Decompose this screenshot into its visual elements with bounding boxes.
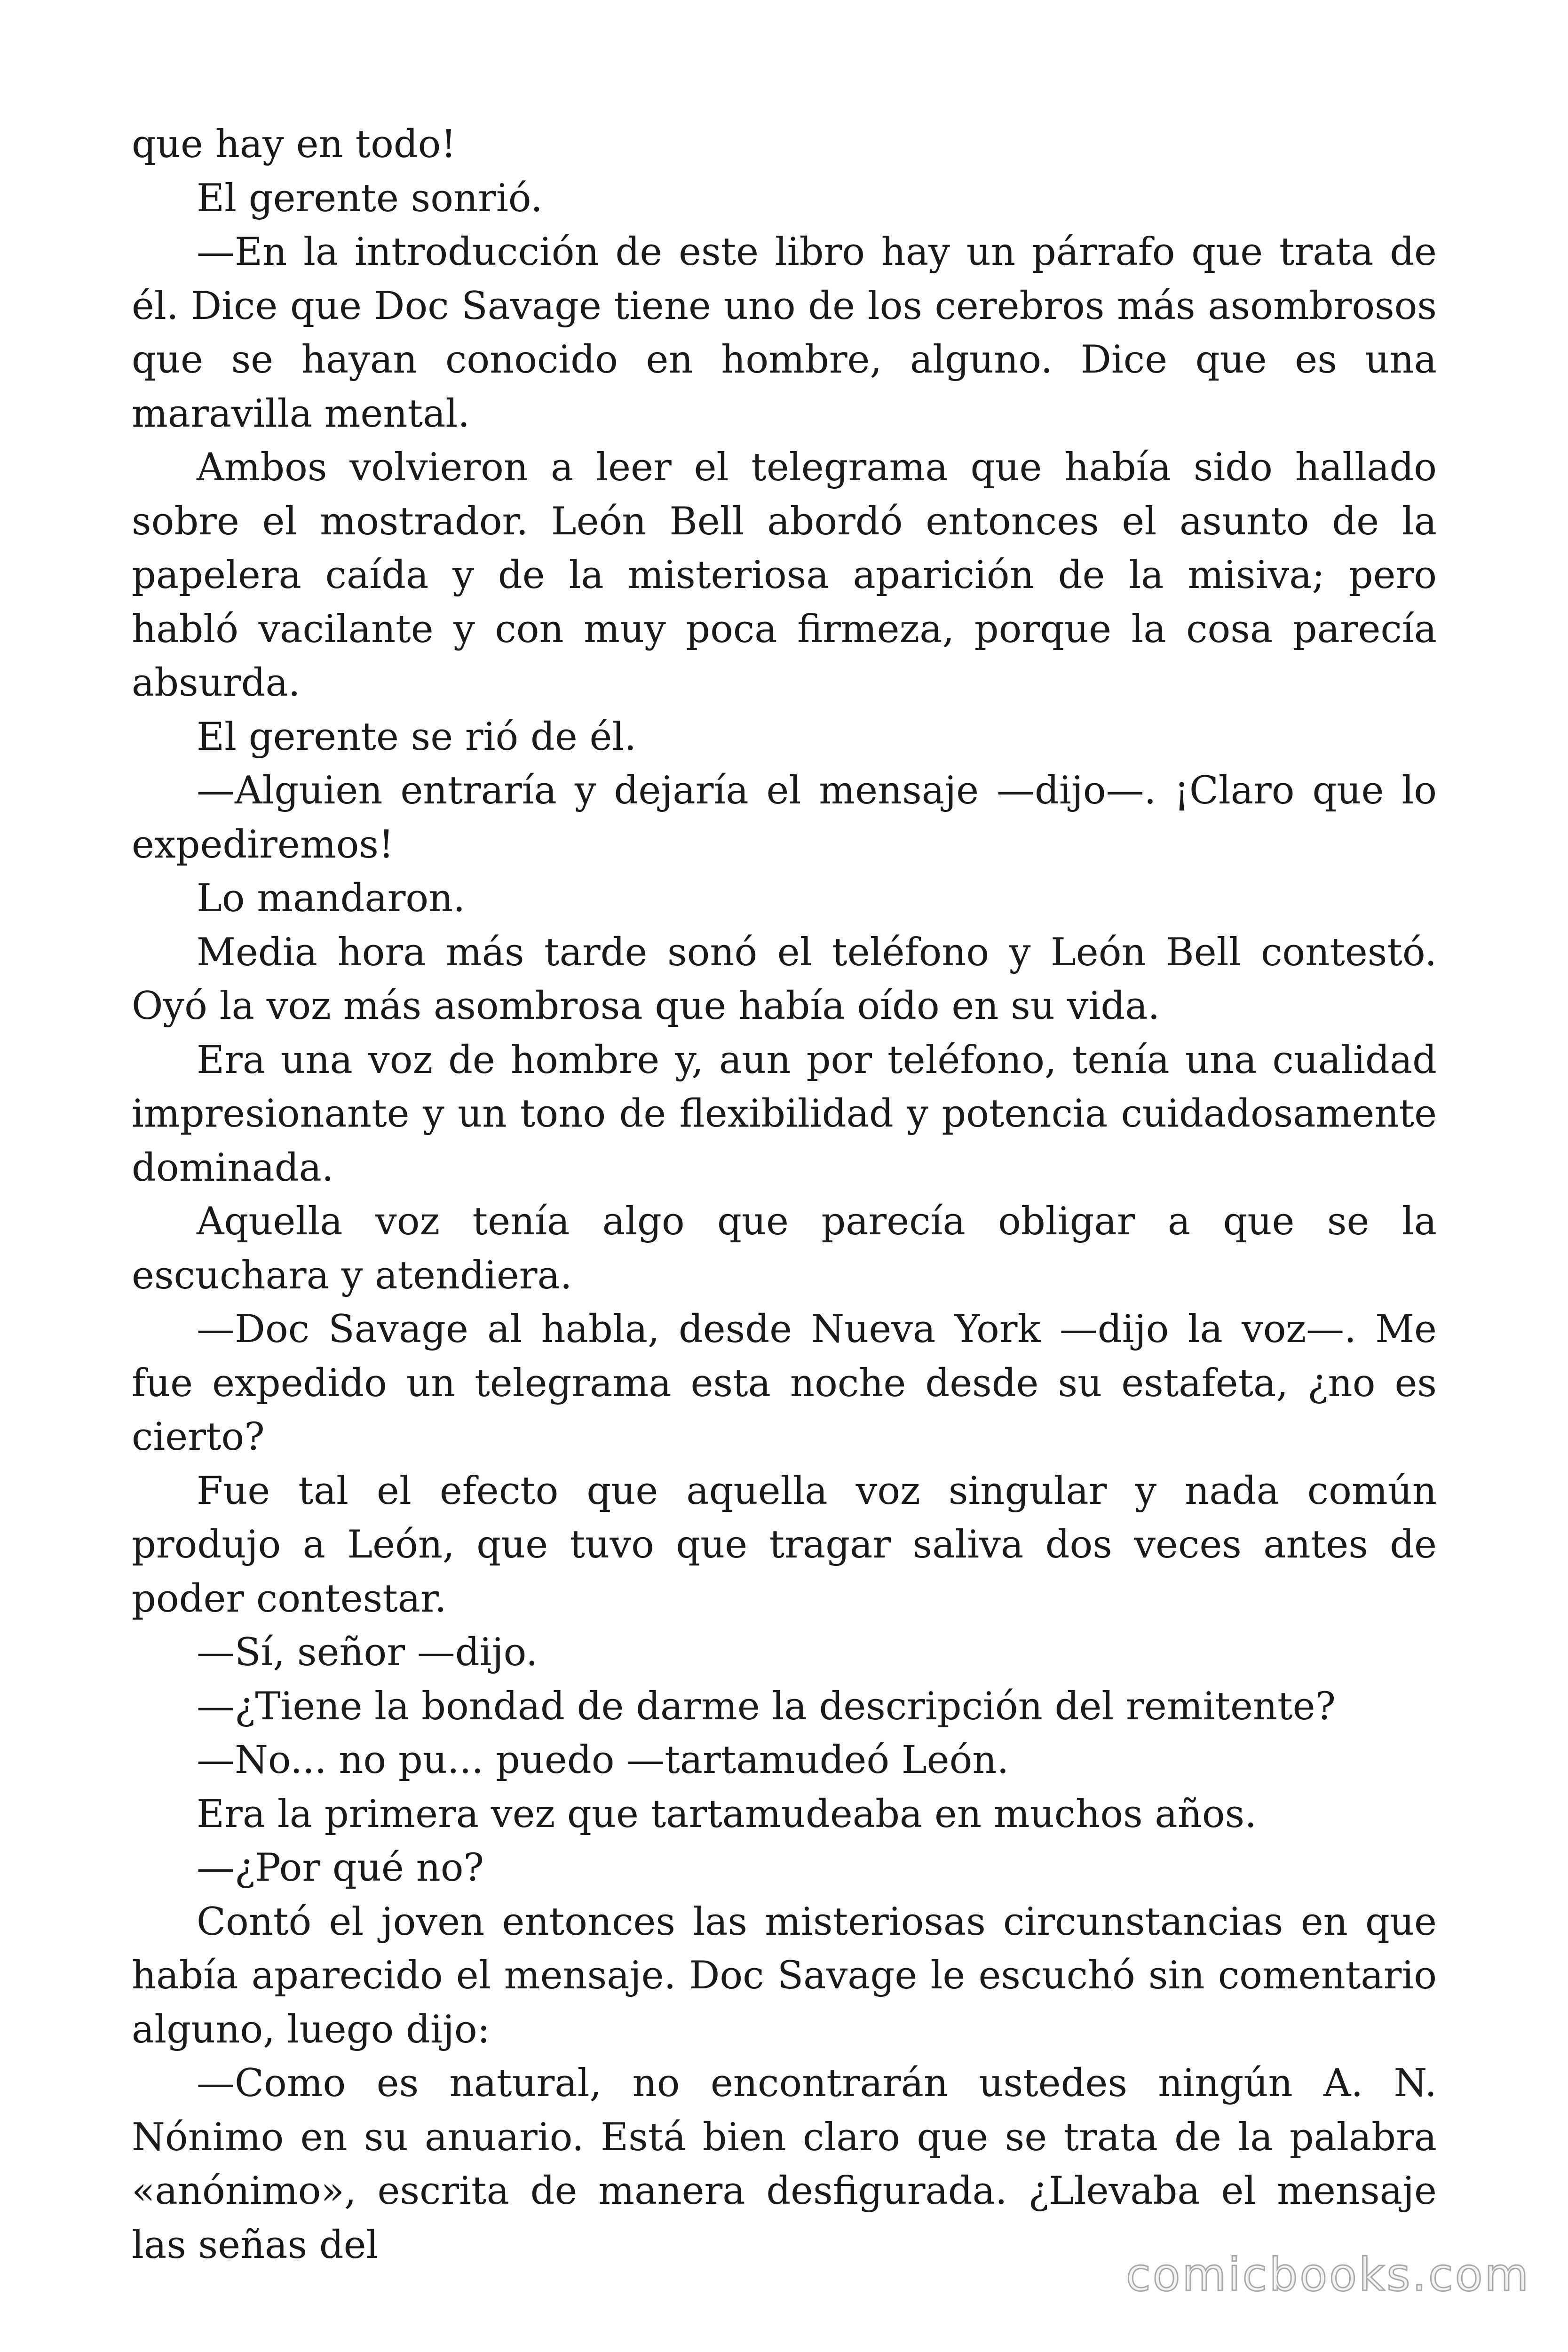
paragraph: Era una voz de hombre y, aun por teléfono, tenía una cualidad impresionante y un tono de flexibilidad y potencia cuidadosamente dominada. [132, 1038, 1437, 1190]
paragraph: Contó el joven entonces las misteriosas circunstancias en que había aparecido el mensaje. Doc Savage le escuchó sin comentario alguno, luego dijo: [132, 1899, 1437, 2052]
paragraph: —Como es natural, no encontrarán ustedes ningún A. N. Nónimo en su anuario. Está bien claro que se trata de la palabra «anónimo», escrita de manera desfigurada. ¿Llevaba el mensaje las señas del [132, 2061, 1437, 2267]
paragraph: El gerente se rió de él. [197, 715, 637, 759]
paragraph: —Doc Savage al habla, desde Nueva York —dijo la voz—. Me fue expedido un telegrama esta noche desde su estafeta, ¿no es cierto? [132, 1307, 1437, 1459]
body-text [132, 118, 1437, 2272]
paragraph: Aquella voz tenía algo que parecía obligar a que se la escuchara y atendiera. [132, 1200, 1437, 1298]
paragraph: —Sí, señor —dijo. [197, 1630, 538, 1675]
paragraph: El gerente sonrió. [197, 176, 543, 221]
paragraph: Media hora más tarde sonó el teléfono y León Bell contestó. Oyó la voz más asombrosa que había oído en su vida. [132, 930, 1437, 1028]
paragraph: —¿Tiene la bondad de darme la descripción del remitente? [197, 1684, 1336, 1729]
paragraph: —Alguien entraría y dejaría el mensaje —dijo—. ¡Claro que lo expediremos! [132, 769, 1437, 867]
paragraph: —En la introducción de este libro hay un párrafo que trata de él. Dice que Doc Savage tiene uno de los cerebros más asombrosos que se hayan conocido en hombre, alguno. Dice que es una maravilla mental. [132, 230, 1437, 436]
paragraph: Ambos volvieron a leer el telegrama que había sido hallado sobre el mostrador. León Bell abordó entonces el asunto de la papelera caída y de la misteriosa aparición de la misiva; pero habló vacilante y con muy poca firmeza, porque la cosa parecía absurda. [132, 445, 1437, 705]
paragraph: Fue tal el efecto que aquella voz singular y nada común produjo a León, que tuvo que tragar saliva dos veces antes de poder contestar. [132, 1469, 1437, 1621]
paragraph: —¿Por qué no? [197, 1846, 484, 1890]
watermark: comicbooks.com [1125, 2249, 1530, 2301]
paragraph: Lo mandaron. [197, 876, 466, 921]
paragraph-continued: que hay en todo! [132, 122, 457, 167]
paragraph: Era la primera vez que tartamudeaba en muchos años. [197, 1792, 1257, 1836]
paragraph: —No... no pu... puedo —tartamudeó León. [197, 1738, 1009, 1782]
